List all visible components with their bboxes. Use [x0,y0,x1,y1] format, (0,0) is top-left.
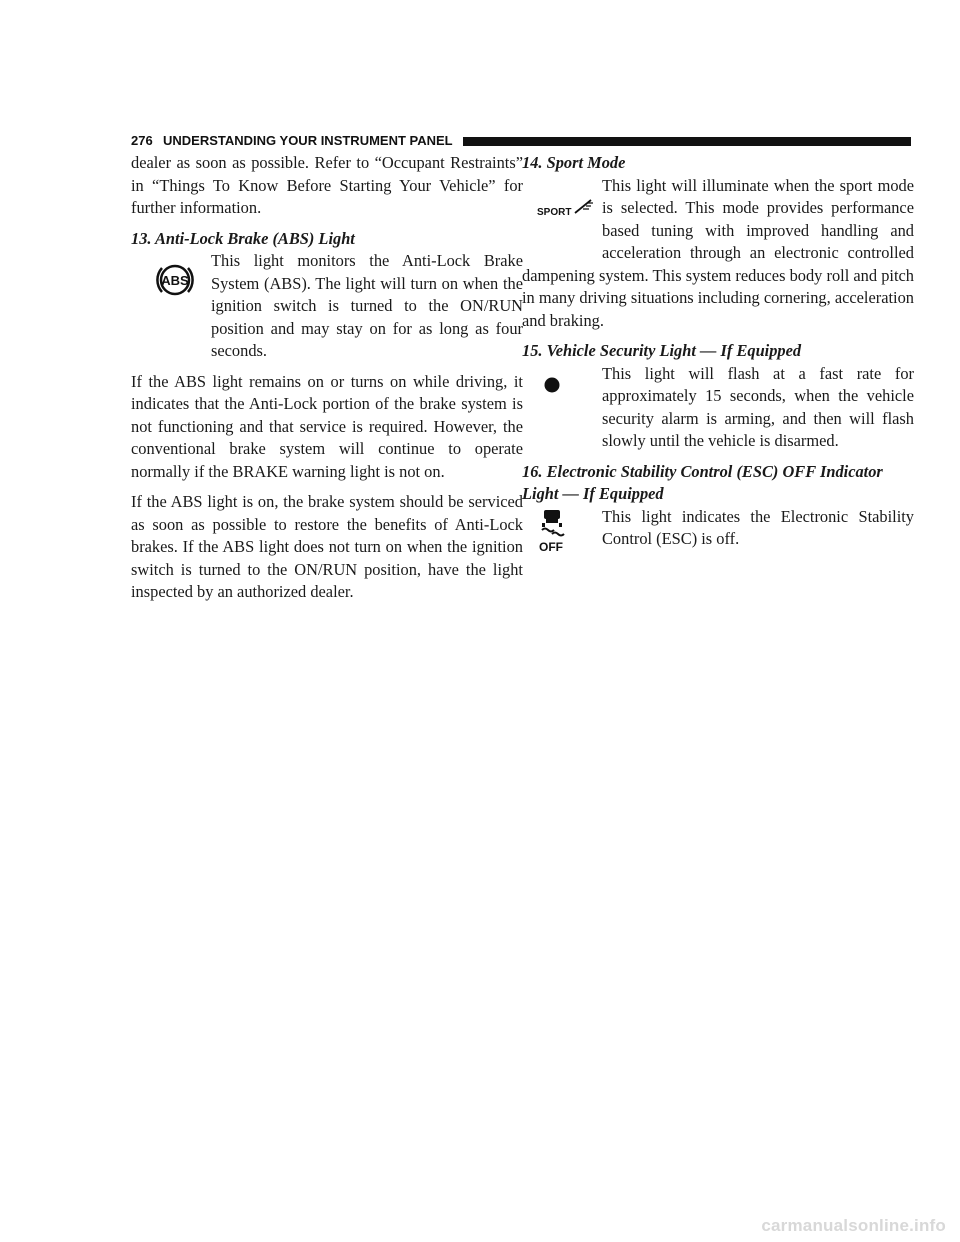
security-heading: 15. Vehicle Security Light — If Equipped [522,341,802,360]
right-column [522,152,914,554]
intro-paragraph: dealer as soon as possible. Refer to “Occupant Restraints” in “Things To Know Before Starting Your Vehicle” for further information. [131,153,523,217]
header-rule [463,137,911,146]
sport-mode-icon [537,197,597,219]
running-head: UNDERSTANDING YOUR INSTRUMENT PANEL [163,133,453,148]
page-number: 276 [131,133,153,148]
security-light-icon [542,375,562,395]
abs-icon-label: ABS [161,273,189,288]
esc-off-icon [532,506,572,556]
page-header [131,135,911,149]
esc-heading: 16. Electronic Stability Control (ESC) OFF Indicator Light — If Equipped [522,461,883,503]
abs-paragraph-2: If the ABS light remains on or turns on while driving, it indicates that the Anti-Lock portion of the brake system is not functioning and that service is required. However, the conventional brake system will continue to operate normally if the BRAKE warning light is not on. [131,371,523,481]
sport-icon-label: SPORT [537,206,572,218]
abs-warning-icon [155,262,195,298]
security-section [522,363,914,453]
sport-body: This light will illuminate when the sport mode is selected. This mode provides performance based tuning with improved handling and acceleration through an electronic controlled dampening system. This system reduces body roll and pitch in many driving situations including cornering, acceleration and braking. [522,175,914,330]
watermark: carmanualsonline.info [761,1216,946,1235]
esc-icon-label: OFF [539,539,563,554]
sport-heading: 14. Sport Mode [522,153,626,172]
abs-body: This light monitors the Anti-Lock Brake System (ABS). The light will turn on when the ignition switch is turned to the ON/RUN position and may stay on for as long as four seconds. [211,251,523,360]
abs-heading: 13. Anti-Lock Brake (ABS) Light [131,228,355,248]
esc-body: This light indicates the Electronic Stability Control (ESC) is off. [602,506,914,548]
sport-section [522,175,914,333]
abs-paragraph-3: If the ABS light is on, the brake system should be serviced as soon as possible to restore the benefits of Anti-Lock brakes. If the ABS light does not turn on when the ignition switch is turned to the ON/RUN position, have the light inspected by an authorized dealer. [131,492,523,601]
security-body: This light will flash at a fast rate for approximately 15 seconds, when the vehicle security alarm is arming, and then will flash slowly until the vehicle is disarmed. [602,363,914,450]
sport-icon-wrap [522,175,602,263]
esc-section [522,506,914,554]
left-column [131,152,523,604]
abs-section [131,250,523,363]
